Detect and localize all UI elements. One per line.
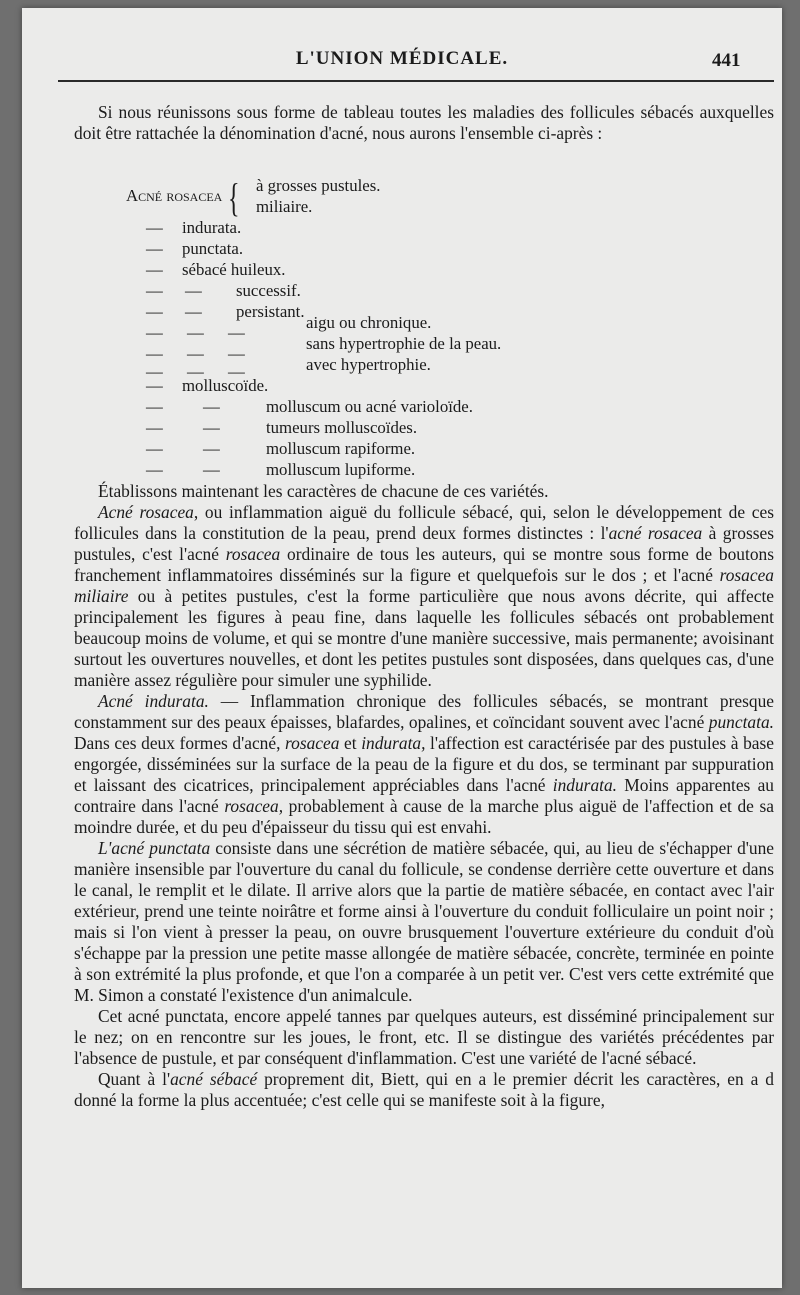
- paragraph-text: à grosses pustules, c'est l'acné: [74, 523, 775, 564]
- paragraph-punctata-distribution: Cet acné punctata, encore appelé tannes par quelques auteurs, est disséminé principalement sur le nez; on en rencontre sur les joues, le front, etc. Il se distingue des variétés précédentes par l'absence de pustule, et par conséquent d'inflammation. C'est une variété de l'acné sébacé.: [74, 1006, 774, 1068]
- table-entry: sébacé huileux.: [182, 260, 286, 279]
- paragraph-text: , ou inflammation aiguë du follicule sébacé, qui, selon le développement de ces follicules dans la constitution de la peau, prend deux formes distinctes : l': [74, 502, 774, 543]
- table-dashes: — —: [146, 460, 220, 479]
- paragraph-acne-sebace: [74, 1069, 774, 1111]
- table-dashes: — —: [146, 397, 220, 416]
- term: rosacea: [225, 544, 281, 564]
- table-entry: punctata.: [182, 239, 244, 258]
- table-dashes: — —: [146, 302, 202, 321]
- table-root-label: Acné rosacea: [126, 186, 223, 205]
- term: punctata.: [708, 712, 774, 732]
- intro-text: Si nous réunissons sous forme de tableau toutes les maladies des follicules sébacés auxquelles doit être rattachée la dénomination d'acné, nous aurons l'ensemble ci-après :: [74, 102, 774, 143]
- term: acné sébacé: [170, 1069, 258, 1089]
- table-dashes: —: [146, 260, 163, 279]
- table-dashes: —: [146, 376, 163, 395]
- book-page: [22, 8, 782, 1288]
- intro-paragraph: [74, 102, 774, 144]
- paragraph-text: Moins apparentes au contraire dans l'acné: [74, 775, 774, 816]
- term-heading: L'acné punctata: [98, 838, 211, 858]
- paragraph-text: ordinaire de tous les auteurs, qui se montre sous forme de boutons franchement inflammatoires disséminés sur la figure et quelquefois sur le dos ; et l'acné: [74, 544, 774, 585]
- brace-glyph: {: [228, 175, 240, 220]
- paragraph-acne-punctata: [74, 838, 774, 1006]
- term: indurata.: [552, 775, 618, 795]
- header-rule: [58, 80, 774, 82]
- paragraph-intro-varieties: Établissons maintenant les caractères de chacune de ces variétés.: [98, 481, 549, 501]
- table-dashes: — — —: [146, 323, 245, 342]
- paragraph-text: probablement à cause de la marche plus aiguë de l'affection et de sa moindre durée, et du peu d'épaisseur du tissu qui est envahi.: [74, 796, 774, 837]
- term: rosacea,: [224, 796, 284, 816]
- table-dashes: —: [146, 218, 163, 237]
- table-entry: successif.: [236, 281, 301, 300]
- paragraph-text: proprement dit, Biett, qui en a le premier décrit les caractères, en a d donné la forme la plus accentuée; c'est celle qui se manifeste soit à la figure,: [74, 1069, 774, 1110]
- paragraph-text: Quant à l': [98, 1069, 171, 1089]
- table-entry: sans hypertrophie de la peau.: [306, 334, 502, 353]
- page-header: [22, 48, 782, 78]
- table-dashes: —: [146, 239, 163, 258]
- table-entry: molluscum ou acné varioloïde.: [266, 397, 473, 416]
- term: indurata,: [361, 733, 426, 753]
- table-entry: molluscum rapiforme.: [266, 439, 416, 458]
- term: rosacea: [285, 733, 340, 753]
- paragraph-text: l'affection est caractérisée par des pustules à base engorgée, disséminées sur la surface de la peau de la figure et du dos, se terminant par suppuration et laissant des cicatrices, principalement appréciables dans l'acné: [74, 733, 774, 795]
- term: acné rosacea: [608, 523, 703, 543]
- running-head: L'UNION MÉDICALE.: [295, 48, 509, 69]
- table-entry: molluscum lupiforme.: [266, 460, 416, 479]
- table-variant-2: miliaire.: [256, 197, 313, 216]
- table-dashes: — —: [146, 439, 220, 458]
- body-text: [74, 481, 774, 1111]
- table-entry: avec hypertrophie.: [306, 355, 431, 374]
- paragraph-acne-rosacea: [74, 502, 774, 691]
- table-variant-1: à grosses pustules.: [256, 176, 381, 195]
- table-entry: molluscoïde.: [182, 376, 269, 395]
- term-heading: Acné indurata.: [98, 691, 209, 711]
- paragraph-text: Dans ces deux formes d'acné,: [74, 733, 286, 753]
- table-entry: aigu ou chronique.: [306, 313, 432, 332]
- paragraph-acne-indurata: [74, 691, 774, 838]
- table-entry: tumeurs molluscoïdes.: [266, 418, 418, 437]
- table-dashes: — — —: [146, 344, 245, 363]
- table-dashes: — —: [146, 281, 202, 300]
- paragraph-text: consiste dans une sécrétion de matière sébacée, qui, au lieu de s'échapper d'une manière insensible par l'ouverture du canal du follicule, se condense derrière cette ouverture et dans le canal, le remplit et le dilate. Il arrive alors que la partie de matière sébacée, en contact avec l'air extérieur, prend une teinte noirâtre et forme ainsi à l'ouverture du conduit folliculaire un point noir ; mais si l'on vient à presser la peau, on ouvre brusquement l'ouverture extérieure du conduit d'où s'échappe par la pression une petite masse allongée de matière sébacée, concrète, terminée en pointe à son extrémité la plus profonde, et que l'on a comparée à un petit ver. C'est vers cette extrémité que M. Simon a constaté l'existence d'un animalcule.: [74, 838, 775, 1005]
- paragraph-text: — Inflammation chronique des follicules sébacés, se montrant presque constamment sur des peaux épaisses, blafardes, opalines, et coïncidant souvent avec l'acné: [74, 691, 775, 732]
- table-dashes: — —: [146, 418, 220, 437]
- table-entry: indurata.: [182, 218, 242, 237]
- paragraph-text: ou à petites pustules, c'est la forme particulière que nous avons décrite, qui affecte principalement les figures à peau fine, dans laquelle les follicules sébacés ont probablement beaucoup moins de volume, et qui se montre d'une manière successive, mais permanente; avoisinant surtout les ouvertures nouvelles, et dont les petites pustules sont disposées, dans quelques cas, d'une manière assez régulière pour simuler une syphilide.: [74, 586, 774, 690]
- table-dashes: — — —: [146, 362, 245, 381]
- term: rosacea miliaire: [74, 565, 774, 606]
- page-number: 441: [712, 50, 741, 71]
- term-heading: Acné rosacea: [98, 502, 194, 522]
- paragraph-text: et: [339, 733, 362, 753]
- table-entry: persistant.: [236, 302, 305, 321]
